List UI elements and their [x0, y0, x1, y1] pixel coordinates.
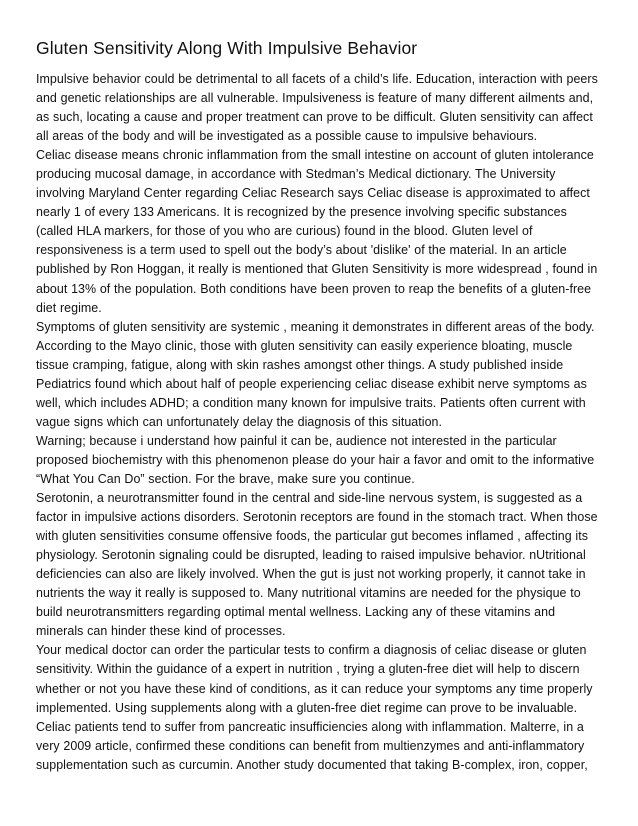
text-line: as such, locating a cause and proper treatment can prove to be difficult. Gluten sensitivity can affect [36, 110, 593, 125]
text-line: sensitivity. Within the guidance of a expert in nutrition , trying a gluten-free diet will help to discern [36, 662, 580, 677]
paragraph-3 [36, 318, 602, 432]
paragraph-2 [36, 146, 602, 317]
text-line: deficiencies can also are likely involved. When the gut is just not working properly, it cannot take in [36, 567, 586, 582]
text-line: published by Ron Hoggan, it really is mentioned that Gluten Sensitivity is more widespread , found in [36, 262, 598, 277]
text-line: Symptoms of gluten sensitivity are systemic , meaning it demonstrates in different areas of the body. [36, 319, 595, 334]
page-title: Gluten Sensitivity Along With Impulsive Behavior [36, 38, 418, 58]
text-line: factor in impulsive actions disorders. Serotonin receptors are found in the stomach tract. When those [36, 510, 598, 525]
text-line: very 2009 article, confirmed these conditions can benefit from multienzymes and anti-inflammatory [36, 738, 585, 753]
text-line: Pediatrics found which about half of people experiencing celiac disease exhibit nerve symptoms as [36, 376, 587, 391]
paragraph-1 [36, 70, 602, 146]
text-line: implemented. Using supplements along with a gluten-free diet regime can prove to be invaluable. [36, 700, 578, 715]
text-line: vague signs which can unfortunately delay the diagnosis of this situation. [36, 414, 443, 429]
paragraph-4 [36, 432, 602, 489]
text-line: involving Maryland Center regarding Celiac Research says Celiac disease is approximated to affect [36, 186, 590, 201]
text-line: According to the Mayo clinic, those with gluten sensitivity can easily experience bloating, muscle [36, 338, 573, 353]
paragraph-5 [36, 489, 602, 641]
text-line: nutrients the way it really is supposed to. Many nutritional vitamins are needed for the physique to [36, 586, 581, 601]
text-line: well, which includes ADHD; a condition many known for impulsive traits. Patients often current with [36, 395, 586, 410]
text-line: whether or not you have these kind of conditions, as it can reduce your symptoms any time properly [36, 681, 593, 696]
paragraph-7 [36, 718, 602, 775]
text-line: diet regime. [36, 300, 102, 315]
text-line: all areas of the body and will be investigated as a possible cause to impulsive behaviours. [36, 129, 538, 144]
text-line: tissue cramping, fatigue, along with skin rashes amongst other things. A study published inside [36, 357, 564, 372]
text-line: (called HLA markers, for those of you who are curious) found in the blood. Gluten level of [36, 224, 533, 239]
text-line: about 13% of the population. Both conditions have been proven to reap the benefits of a gluten-free [36, 281, 592, 296]
text-line: build neurotransmitters regarding optimal mental wellness. Lacking any of these vitamins and [36, 605, 556, 620]
text-line: Serotonin, a neurotransmitter found in the central and side-line nervous system, is suggested as a [36, 491, 583, 506]
document-body [36, 70, 602, 775]
text-line: physiology. Serotonin signaling could be disrupted, leading to raised impulsive behavior. nUtritional [36, 548, 586, 563]
document-page [36, 35, 602, 775]
text-line: responsiveness is a term used to spell out the body’s about 'dislike' of the material. In an article [36, 243, 567, 258]
text-line: nearly 1 of every 133 Americans. It is recognized by the presence involving specific substances [36, 205, 567, 220]
text-line: with gluten sensitivities consume offensive foods, the particular gut becomes inflamed , affecting its [36, 529, 589, 544]
paragraph-6 [36, 641, 602, 717]
text-line: Celiac patients tend to suffer from pancreatic insufficiencies along with inflammation. Malterre, in a [36, 719, 584, 734]
text-line: Warning; because i understand how painful it can be, audience not interested in the particular [36, 433, 557, 448]
text-line: Your medical doctor can order the particular tests to confirm a diagnosis of celiac disease or gluten [36, 643, 587, 658]
text-line: supplementation such as curcumin. Another study documented that taking B-complex, iron, copper, [36, 757, 588, 772]
text-line: “What You Can Do” section. For the brave, make sure you continue. [36, 471, 415, 486]
text-line: Celiac disease means chronic inflammation from the small intestine on account of gluten intolerance [36, 148, 594, 163]
text-line: and genetic relationships are all vulnerable. Impulsiveness is feature of many different ailments and, [36, 91, 594, 106]
text-line: proposed biochemistry with this phenomenon please do your hair a favor and omit to the informative [36, 452, 595, 467]
text-line: Impulsive behavior could be detrimental to all facets of a child’s life. Education, interaction with peers [36, 72, 598, 86]
text-line: minerals can hinder these kind of processes. [36, 624, 286, 639]
text-line: producing mucosal damage, in accordance with Stedman’s Medical dictionary. The University [36, 167, 556, 182]
